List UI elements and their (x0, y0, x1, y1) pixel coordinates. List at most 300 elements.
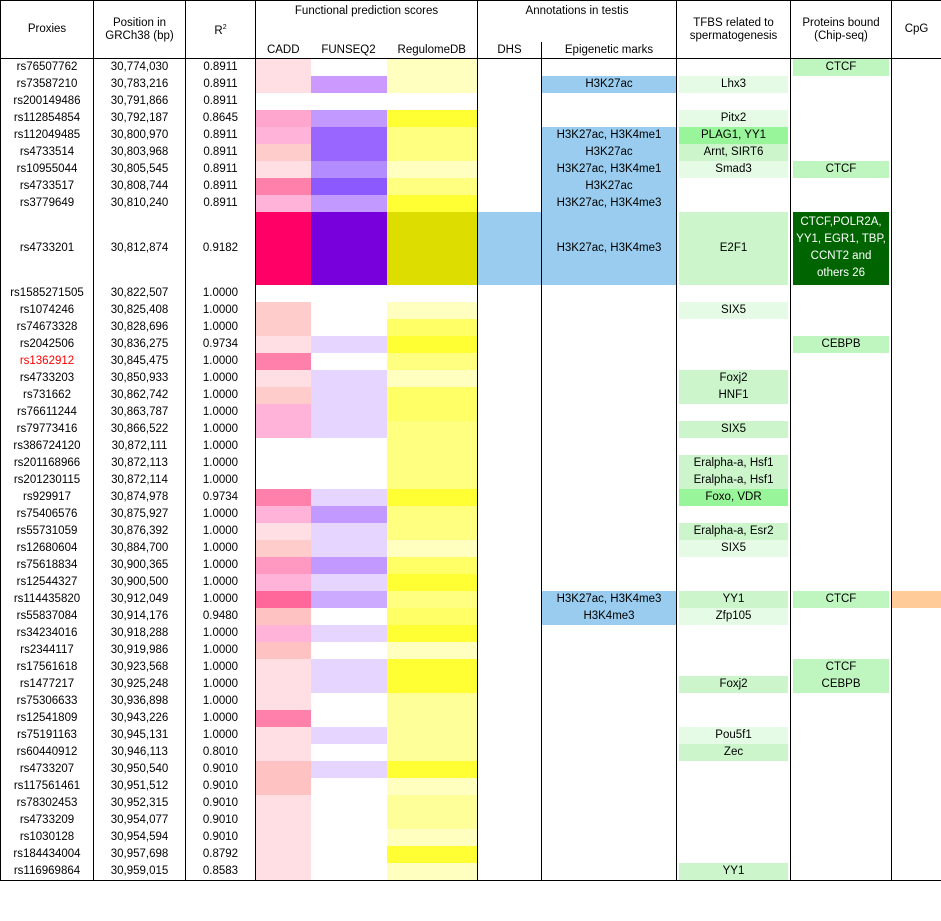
dhs-cell (478, 506, 542, 523)
r2-value: 1.0000 (186, 659, 256, 676)
tfbs-cell (677, 421, 791, 438)
tfbs-label: Foxj2 (679, 676, 788, 693)
cpg-cell (892, 195, 941, 212)
proxy-id: rs1030128 (1, 829, 94, 846)
funseq2-score (311, 693, 387, 710)
proteins-bound-cell (791, 455, 892, 472)
header-proteins-bound (791, 1, 892, 59)
cadd-score (256, 404, 311, 421)
regulomedb-score (387, 625, 478, 642)
dhs-cell (478, 178, 542, 195)
position-value: 30,812,874 (94, 212, 186, 285)
header-r2 (186, 1, 256, 59)
tfbs-cell (677, 676, 791, 693)
cpg-cell (892, 642, 941, 659)
tfbs-cell (677, 863, 791, 881)
table-row (1, 285, 941, 302)
funseq2-score (311, 93, 387, 110)
regulomedb-score (387, 455, 478, 472)
r2-value: 1.0000 (186, 455, 256, 472)
r2-value: 0.8583 (186, 863, 256, 881)
proteins-bound-label: CEBPB (793, 676, 889, 693)
funseq2-score (311, 829, 387, 846)
position-value: 30,936,898 (94, 693, 186, 710)
r2-value: 0.8911 (186, 144, 256, 161)
cpg-cell (892, 744, 941, 761)
r2-value: 1.0000 (186, 319, 256, 336)
epigenetic-marks (542, 676, 677, 693)
header-r2-sup: 2 (222, 24, 227, 32)
dhs-cell (478, 761, 542, 778)
cadd-score (256, 472, 311, 489)
epigenetic-marks (542, 829, 677, 846)
header-regulomedb: RegulomeDB (387, 42, 478, 59)
dhs-cell (478, 693, 542, 710)
r2-value: 1.0000 (186, 404, 256, 421)
header-funseq2: FUNSEQ2 (311, 42, 387, 59)
tfbs-label: Foxo, VDR (679, 489, 788, 506)
proteins-bound-label: CTCF (793, 591, 889, 608)
table-row (1, 676, 941, 693)
funseq2-score (311, 795, 387, 812)
funseq2-score (311, 710, 387, 727)
epigenetic-marks (542, 353, 677, 370)
cpg-cell (892, 506, 941, 523)
cpg-cell (892, 370, 941, 387)
proxy-id: rs117561461 (1, 778, 94, 795)
proxy-id: rs78302453 (1, 795, 94, 812)
cadd-score (256, 574, 311, 591)
proteins-bound-cell (791, 812, 892, 829)
epigenetic-marks (542, 302, 677, 319)
regulomedb-score (387, 591, 478, 608)
r2-value: 1.0000 (186, 642, 256, 659)
proteins-bound-cell (791, 472, 892, 489)
cadd-score (256, 795, 311, 812)
tfbs-label: Lhx3 (679, 76, 788, 93)
cpg-cell (892, 319, 941, 336)
table-row (1, 438, 941, 455)
cpg-cell (892, 489, 941, 506)
tfbs-cell (677, 302, 791, 319)
epigenetic-marks (542, 387, 677, 404)
cpg-cell (892, 387, 941, 404)
funseq2-score (311, 370, 387, 387)
proteins-bound-cell (791, 336, 892, 353)
cadd-score (256, 336, 311, 353)
tfbs-cell (677, 744, 791, 761)
proxy-id: rs201230115 (1, 472, 94, 489)
epigenetic-marks (542, 625, 677, 642)
proxy-id: rs73587210 (1, 76, 94, 93)
dhs-cell (478, 370, 542, 387)
epigenetic-marks (542, 489, 677, 506)
dhs-cell (478, 404, 542, 421)
header-proteins-line2: (Chip-seq) (814, 29, 868, 42)
table-row (1, 540, 941, 557)
header-functional-group: Functional prediction scores (256, 1, 478, 43)
proxy-id: rs17561618 (1, 659, 94, 676)
position-value: 30,951,512 (94, 778, 186, 795)
funseq2-score (311, 472, 387, 489)
r2-value: 1.0000 (186, 285, 256, 302)
regulomedb-score (387, 144, 478, 161)
proxy-id: rs75191163 (1, 727, 94, 744)
table-row (1, 761, 941, 778)
proteins-bound-cell (791, 693, 892, 710)
epigenetic-marks: H3K27ac (542, 144, 677, 161)
regulomedb-score (387, 659, 478, 676)
r2-value: 1.0000 (186, 710, 256, 727)
funseq2-score (311, 127, 387, 144)
regulomedb-score (387, 523, 478, 540)
funseq2-score (311, 506, 387, 523)
position-value: 30,808,744 (94, 178, 186, 195)
tfbs-cell (677, 127, 791, 144)
cpg-cell (892, 812, 941, 829)
proteins-bound-cell (791, 438, 892, 455)
epigenetic-marks (542, 642, 677, 659)
position-value: 30,884,700 (94, 540, 186, 557)
regulomedb-score (387, 693, 478, 710)
r2-value: 0.9182 (186, 212, 256, 285)
r2-value: 1.0000 (186, 506, 256, 523)
proteins-bound-label: CTCF,POLR2A, YY1, EGR1, TBP, CCNT2 and others 26 (793, 212, 889, 285)
position-value: 30,950,540 (94, 761, 186, 778)
proteins-bound-cell (791, 608, 892, 625)
position-value: 30,774,030 (94, 59, 186, 77)
tfbs-cell (677, 795, 791, 812)
table-row (1, 472, 941, 489)
table-row (1, 336, 941, 353)
regulomedb-score (387, 387, 478, 404)
epigenetic-marks (542, 574, 677, 591)
r2-value: 1.0000 (186, 370, 256, 387)
epigenetic-marks (542, 710, 677, 727)
table-row (1, 93, 941, 110)
cpg-cell (892, 110, 941, 127)
cadd-score (256, 710, 311, 727)
r2-value: 0.9010 (186, 761, 256, 778)
proxy-id: rs731662 (1, 387, 94, 404)
epigenetic-marks: H3K27ac, H3K4me1 (542, 127, 677, 144)
epigenetic-marks (542, 319, 677, 336)
cadd-score (256, 59, 311, 77)
proteins-bound-cell (791, 829, 892, 846)
position-value: 30,863,787 (94, 404, 186, 421)
table-row (1, 557, 941, 574)
epigenetic-marks (542, 438, 677, 455)
regulomedb-score (387, 285, 478, 302)
position-value: 30,900,365 (94, 557, 186, 574)
regulomedb-score (387, 472, 478, 489)
cadd-score (256, 642, 311, 659)
proteins-bound-cell (791, 93, 892, 110)
table-row (1, 863, 941, 881)
tfbs-label: Pou5f1 (679, 727, 788, 744)
proxy-id: rs74673328 (1, 319, 94, 336)
cadd-score (256, 421, 311, 438)
proteins-bound-cell (791, 863, 892, 881)
r2-value: 1.0000 (186, 574, 256, 591)
tfbs-cell (677, 144, 791, 161)
cpg-cell (892, 846, 941, 863)
tfbs-cell (677, 591, 791, 608)
regulomedb-score (387, 710, 478, 727)
proxy-id: rs4733207 (1, 761, 94, 778)
regulomedb-score (387, 829, 478, 846)
funseq2-score (311, 353, 387, 370)
funseq2-score (311, 863, 387, 881)
cadd-score (256, 212, 311, 285)
tfbs-cell (677, 472, 791, 489)
table-row (1, 506, 941, 523)
cpg-cell (892, 144, 941, 161)
cpg-cell (892, 59, 941, 77)
r2-value: 0.9010 (186, 812, 256, 829)
tfbs-cell (677, 110, 791, 127)
funseq2-score (311, 195, 387, 212)
funseq2-score (311, 302, 387, 319)
funseq2-score (311, 161, 387, 178)
table-row (1, 812, 941, 829)
regulomedb-score (387, 110, 478, 127)
proteins-bound-label: CTCF (793, 161, 889, 178)
epigenetic-marks (542, 778, 677, 795)
r2-value: 0.8911 (186, 59, 256, 77)
proteins-bound-cell (791, 178, 892, 195)
cadd-score (256, 506, 311, 523)
dhs-cell (478, 285, 542, 302)
r2-value: 1.0000 (186, 302, 256, 319)
regulomedb-score (387, 178, 478, 195)
proteins-bound-cell (791, 710, 892, 727)
position-value: 30,845,475 (94, 353, 186, 370)
regulomedb-score (387, 812, 478, 829)
position-value: 30,800,970 (94, 127, 186, 144)
epigenetic-marks (542, 761, 677, 778)
table-row (1, 829, 941, 846)
dhs-cell (478, 93, 542, 110)
dhs-cell (478, 574, 542, 591)
tfbs-label: HNF1 (679, 387, 788, 404)
cpg-cell (892, 693, 941, 710)
position-value: 30,836,275 (94, 336, 186, 353)
dhs-cell (478, 212, 542, 285)
r2-value: 0.8010 (186, 744, 256, 761)
funseq2-score (311, 659, 387, 676)
funseq2-score (311, 438, 387, 455)
cadd-score (256, 302, 311, 319)
proxy-id: rs55731059 (1, 523, 94, 540)
tfbs-cell (677, 212, 791, 285)
cpg-cell (892, 523, 941, 540)
position-value: 30,957,698 (94, 846, 186, 863)
regulomedb-score (387, 489, 478, 506)
tfbs-label: YY1 (679, 863, 788, 880)
position-value: 30,862,742 (94, 387, 186, 404)
tfbs-cell (677, 829, 791, 846)
funseq2-score (311, 540, 387, 557)
proxy-id: rs1477217 (1, 676, 94, 693)
dhs-cell (478, 540, 542, 557)
dhs-cell (478, 302, 542, 319)
proxy-id: rs12680604 (1, 540, 94, 557)
table-row (1, 574, 941, 591)
funseq2-score (311, 178, 387, 195)
cpg-cell (892, 178, 941, 195)
proxy-id: rs386724120 (1, 438, 94, 455)
proxy-id: rs4733201 (1, 212, 94, 285)
dhs-cell (478, 642, 542, 659)
cpg-cell (892, 795, 941, 812)
position-value: 30,900,500 (94, 574, 186, 591)
epigenetic-marks (542, 336, 677, 353)
r2-value: 1.0000 (186, 387, 256, 404)
regulomedb-score (387, 161, 478, 178)
r2-value: 1.0000 (186, 353, 256, 370)
funseq2-score (311, 59, 387, 77)
dhs-cell (478, 727, 542, 744)
cpg-cell (892, 625, 941, 642)
tfbs-cell (677, 370, 791, 387)
header-cpg: CpG (892, 1, 941, 59)
r2-value: 0.9734 (186, 489, 256, 506)
tfbs-label: YY1 (679, 591, 788, 608)
table-row (1, 195, 941, 212)
tfbs-cell (677, 625, 791, 642)
position-value: 30,874,978 (94, 489, 186, 506)
proxy-id: rs76507762 (1, 59, 94, 77)
proteins-bound-cell (791, 285, 892, 302)
tfbs-label: E2F1 (679, 212, 788, 285)
tfbs-cell (677, 285, 791, 302)
proxy-id: rs201168966 (1, 455, 94, 472)
table-row (1, 353, 941, 370)
cpg-cell (892, 540, 941, 557)
r2-value: 1.0000 (186, 727, 256, 744)
table-row (1, 76, 941, 93)
header-epigenetic: Epigenetic marks (542, 42, 677, 59)
cadd-score (256, 353, 311, 370)
cadd-score (256, 93, 311, 110)
cadd-score (256, 659, 311, 676)
funseq2-score (311, 846, 387, 863)
proteins-bound-cell (791, 76, 892, 93)
proteins-bound-cell (791, 370, 892, 387)
tfbs-label: SIX5 (679, 302, 788, 319)
cadd-score (256, 591, 311, 608)
regulomedb-score (387, 319, 478, 336)
proteins-bound-cell (791, 625, 892, 642)
proteins-bound-cell (791, 642, 892, 659)
tfbs-label: SIX5 (679, 421, 788, 438)
proxy-id: rs184434004 (1, 846, 94, 863)
tfbs-cell (677, 642, 791, 659)
dhs-cell (478, 846, 542, 863)
tfbs-cell (677, 812, 791, 829)
cpg-cell (892, 557, 941, 574)
dhs-cell (478, 76, 542, 93)
proteins-bound-cell (791, 744, 892, 761)
tfbs-cell (677, 161, 791, 178)
cadd-score (256, 863, 311, 881)
dhs-cell (478, 778, 542, 795)
cpg-cell (892, 455, 941, 472)
funseq2-score (311, 608, 387, 625)
tfbs-cell (677, 489, 791, 506)
dhs-cell (478, 659, 542, 676)
dhs-cell (478, 489, 542, 506)
proxy-id: rs929917 (1, 489, 94, 506)
cpg-cell (892, 659, 941, 676)
r2-value: 0.8792 (186, 846, 256, 863)
tfbs-cell (677, 778, 791, 795)
dhs-cell (478, 110, 542, 127)
tfbs-cell (677, 438, 791, 455)
tfbs-cell (677, 178, 791, 195)
epigenetic-marks (542, 472, 677, 489)
tfbs-label: Pitx2 (679, 110, 788, 127)
cadd-score (256, 438, 311, 455)
epigenetic-marks: H3K27ac, H3K4me1 (542, 161, 677, 178)
cpg-cell (892, 727, 941, 744)
position-value: 30,825,408 (94, 302, 186, 319)
proxy-id: rs2344117 (1, 642, 94, 659)
position-value: 30,792,187 (94, 110, 186, 127)
dhs-cell (478, 744, 542, 761)
table-row (1, 625, 941, 642)
tfbs-label: Eralpha-a, Esr2 (679, 523, 788, 540)
r2-value: 1.0000 (186, 421, 256, 438)
proxy-id: rs4733517 (1, 178, 94, 195)
cadd-score (256, 608, 311, 625)
dhs-cell (478, 829, 542, 846)
regulomedb-score (387, 863, 478, 881)
header-position-line1: Position in (112, 16, 167, 29)
funseq2-score (311, 574, 387, 591)
epigenetic-marks (542, 421, 677, 438)
regulomedb-score (387, 302, 478, 319)
funseq2-score (311, 778, 387, 795)
tfbs-label: Arnt, SIRT6 (679, 144, 788, 161)
proteins-bound-cell (791, 110, 892, 127)
dhs-cell (478, 591, 542, 608)
dhs-cell (478, 625, 542, 642)
epigenetic-marks (542, 744, 677, 761)
cpg-cell (892, 710, 941, 727)
regulomedb-score (387, 574, 478, 591)
proteins-bound-cell (791, 161, 892, 178)
regulomedb-score (387, 846, 478, 863)
cpg-cell (892, 353, 941, 370)
cadd-score (256, 693, 311, 710)
epigenetic-marks (542, 506, 677, 523)
position-value: 30,925,248 (94, 676, 186, 693)
cadd-score (256, 676, 311, 693)
cadd-score (256, 523, 311, 540)
tfbs-label: Eralpha-a, Hsf1 (679, 455, 788, 472)
regulomedb-score (387, 506, 478, 523)
cadd-score (256, 76, 311, 93)
dhs-cell (478, 863, 542, 881)
proteins-bound-cell (791, 59, 892, 77)
proteins-bound-cell (791, 506, 892, 523)
cpg-cell (892, 472, 941, 489)
cpg-cell (892, 676, 941, 693)
proteins-bound-cell (791, 727, 892, 744)
dhs-cell (478, 195, 542, 212)
